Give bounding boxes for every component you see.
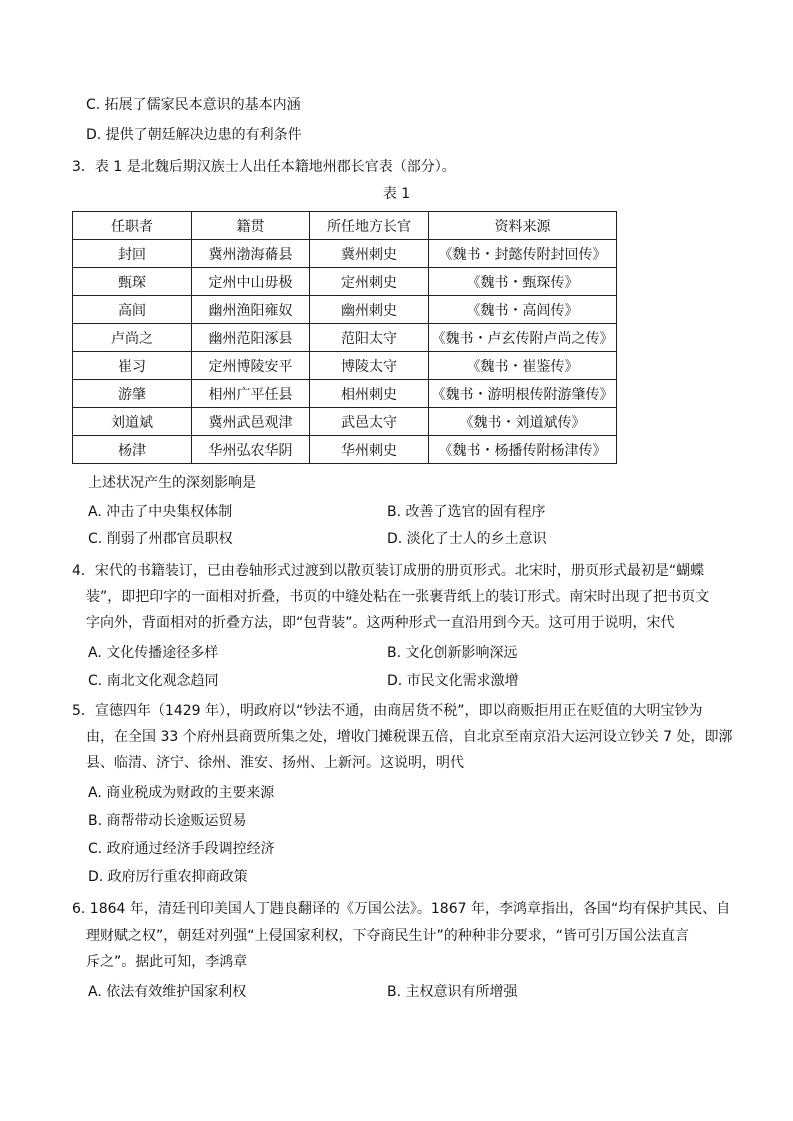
table-cell: 刘道斌 — [73, 408, 192, 436]
table-row — [73, 408, 617, 436]
table-row — [73, 380, 617, 408]
q4-option-c: C. 南北文化观念趋同 — [88, 673, 219, 689]
q5-option-c: C. 政府通过经济手段调控经济 — [88, 841, 275, 857]
q5-stem-line-3: 县、临清、济宁、徐州、淮安、扬州、上新河。这说明，明代 — [86, 755, 464, 771]
table-cell: 定州中山毋极 — [192, 268, 310, 296]
table-header-row — [73, 212, 617, 240]
official-table — [72, 211, 617, 464]
table-cell: 博陵太守 — [310, 352, 429, 380]
table-row — [73, 436, 617, 464]
q3-option-b: B. 改善了选官的固有程序 — [387, 504, 546, 520]
table-cell: 范阳太守 — [310, 324, 429, 352]
table-cell: 崔习 — [73, 352, 192, 380]
q4-stem-line-3: 字向外，背面相对的折叠方法，即“包背装”。这两种形式一直沿用到今天。这可用于说明，宋代 — [86, 615, 675, 631]
q6-stem-line-3: 斥之”。据此可知，李鸿章 — [86, 954, 248, 970]
table-cell: 《魏书・杨播传附杨津传》 — [429, 436, 617, 464]
table-cell: 《魏书・高闾传》 — [429, 296, 617, 324]
table-cell: 《魏书・游明根传附游肇传》 — [429, 380, 617, 408]
table-cell: 《魏书・封懿传附封回传》 — [429, 240, 617, 268]
table-cell: 幽州范阳涿县 — [192, 324, 310, 352]
table-cell: 冀州武邑观津 — [192, 408, 310, 436]
table-cell: 封回 — [73, 240, 192, 268]
table-row — [73, 352, 617, 380]
table-cell: 相州广平任县 — [192, 380, 310, 408]
table-cell: 武邑太守 — [310, 408, 429, 436]
q4-stem-line-1: 4．宋代的书籍装订，已由卷轴形式过渡到以散页装订成册的册页形式。北宋时，册页形式最初是“蝴蝶 — [72, 563, 705, 579]
table-row — [73, 268, 617, 296]
table-header-cell: 籍贯 — [192, 212, 310, 240]
table-cell: 华州刺史 — [310, 436, 429, 464]
table-caption: 表 1 — [382, 186, 411, 202]
table-cell: 甄琛 — [73, 268, 192, 296]
table-header-cell: 所任地方长官 — [310, 212, 429, 240]
table-row — [73, 296, 617, 324]
table-header-cell: 资料来源 — [429, 212, 617, 240]
q5-option-d: D. 政府厉行重农抑商政策 — [88, 869, 248, 885]
table-cell: 华州弘农华阴 — [192, 436, 310, 464]
table-row — [73, 324, 617, 352]
q3-option-a: A. 冲击了中央集权体制 — [88, 504, 233, 520]
q3-stem: 3．表 1 是北魏后期汉族士人出任本籍地州郡长官表（部分）。 — [72, 159, 456, 175]
q6-option-b: B. 主权意识有所增强 — [387, 984, 518, 1000]
q3-option-d: D. 淡化了士人的乡土意识 — [387, 531, 547, 547]
table-cell: 高闾 — [73, 296, 192, 324]
q3-option-c: C. 削弱了州郡官员职权 — [88, 531, 233, 547]
table-cell: 相州刺史 — [310, 380, 429, 408]
q5-stem-line-1: 5．宣德四年（1429 年），明政府以“钞法不通，由商居货不税”，即以商贩拒用正在贬值的大明宝钞为 — [72, 703, 703, 719]
table-cell: 定州刺史 — [310, 268, 429, 296]
q6-stem-line-1: 6. 1864 年，清廷刊印美国人丁韪良翻译的《万国公法》。1867 年，李鸿章指出，各国“均有保护其民、自 — [72, 901, 731, 917]
table-cell: 冀州刺史 — [310, 240, 429, 268]
table-cell: 卢尚之 — [73, 324, 192, 352]
table-cell: 《魏书・刘道斌传》 — [429, 408, 617, 436]
q5-option-a: A. 商业税成为财政的主要来源 — [88, 785, 275, 801]
table-cell: 《魏书・崔鉴传》 — [429, 352, 617, 380]
q2-option-c: C. 拓展了儒家民本意识的基本内涵 — [86, 97, 301, 113]
table-header-cell: 任职者 — [73, 212, 192, 240]
table-cell: 《魏书・甄琛传》 — [429, 268, 617, 296]
table-cell: 定州博陵安平 — [192, 352, 310, 380]
q4-option-b: B. 文化创新影响深远 — [387, 645, 518, 661]
table-cell: 《魏书・卢玄传附卢尚之传》 — [429, 324, 617, 352]
table-cell: 冀州渤海蓨县 — [192, 240, 310, 268]
table-cell: 游肇 — [73, 380, 192, 408]
table-cell: 杨津 — [73, 436, 192, 464]
q5-option-b: B. 商帮带动长途贩运贸易 — [88, 813, 247, 829]
q2-option-d: D. 提供了朝廷解决边患的有利条件 — [86, 127, 302, 143]
table-cell: 幽州渔阳雍奴 — [192, 296, 310, 324]
q5-stem-line-2: 由，在全国 33 个府州县商贾所集之处，增收门摊税课五倍，自北京至南京沿大运河设立钞关 7 处，即漷 — [86, 729, 733, 745]
table-cell: 幽州刺史 — [310, 296, 429, 324]
q4-option-a: A. 文化传播途径多样 — [88, 645, 219, 661]
q3-question: 上述状况产生的深刻影响是 — [88, 475, 256, 491]
q4-stem-line-2: 装”，即把印字的一面相对折叠，书页的中缝处粘在一张裹背纸上的装订形式。南宋时出现了把书页文 — [86, 589, 710, 605]
q6-stem-line-2: 理财赋之权”，朝廷对列强“上侵国家利权，下夺商民生计”的种种非分要求，“皆可引万国公法直言 — [86, 928, 690, 944]
table-row — [73, 240, 617, 268]
q6-option-a: A. 依法有效维护国家利权 — [88, 984, 247, 1000]
q4-option-d: D. 市民文化需求激增 — [387, 673, 519, 689]
